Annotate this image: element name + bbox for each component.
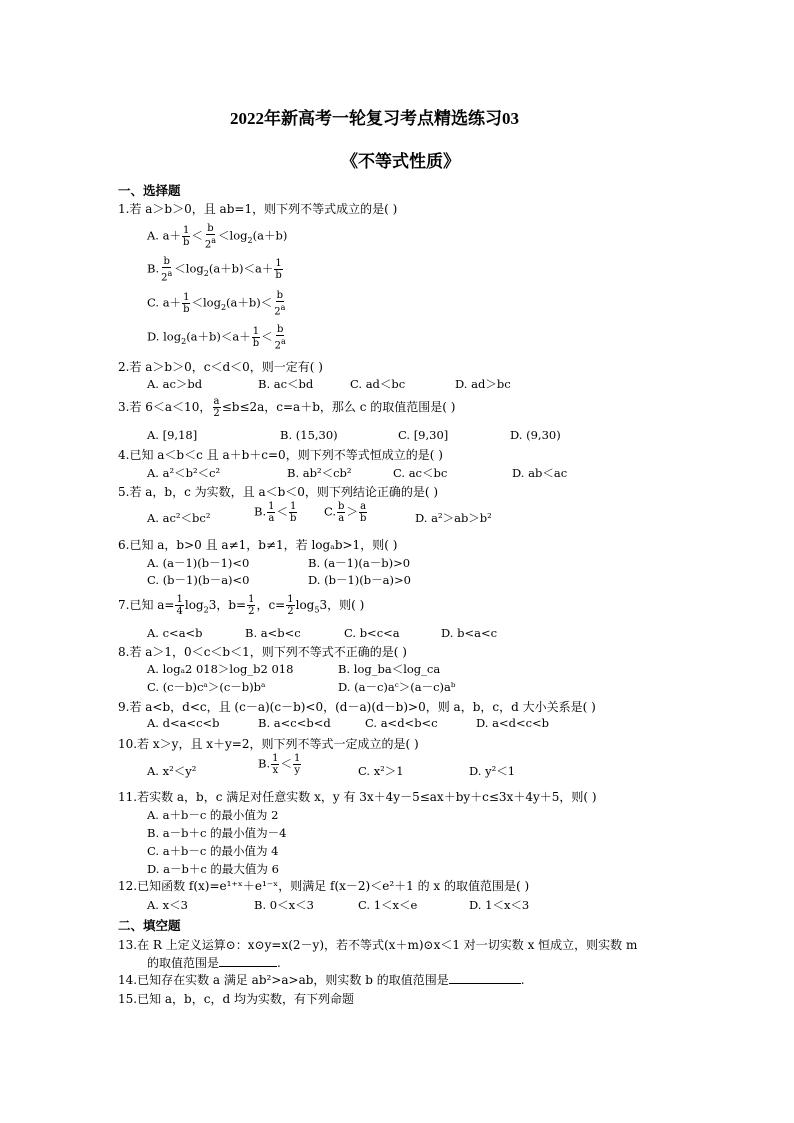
q5-option-c: C. $\frac{b}{a}$ ＞ $\frac{a}{b}$ (324, 501, 367, 524)
q3-option-b: B. (15,30) (280, 428, 338, 442)
q11-option-b: B. a－b＋c 的最小值为－4 (147, 826, 287, 840)
q5-option-d: D. a²＞ab＞b² (415, 511, 492, 525)
question-9: 9.若 a<b，d<c，且 (c－a)(c－b)<0，(d－a)(d－b)>0，则 a，b，c，d 大小关系是( ) (118, 700, 596, 714)
q6-option-c: C. (b－1)(b－a)<0 (147, 573, 250, 587)
q2-option-d: D. ad＞bc (455, 377, 511, 391)
q3-option-d: D. (9,30) (510, 428, 561, 442)
q2-option-a: A. ac＞bd (147, 377, 203, 391)
question-12: 12.已知函数 f(x)=e¹⁺ˣ＋e¹⁻ˣ，则满足 f(x－2)＜e²＋1 的 x 的取值范围是( ) (118, 879, 530, 893)
q9-option-b: B. a<c<b<d (258, 716, 331, 730)
q2-option-b: B. ac＜bd (258, 377, 314, 391)
question-6: 6.已知 a，b>0 且 a≠1，b≠1，若 logₐb>1，则( ) (118, 538, 398, 552)
q5-option-a: A. ac²＜bc² (147, 511, 211, 525)
q3-option-a: A. [9,18] (147, 428, 198, 442)
q1-option-a: A. a＋ $\frac{1}{b}$ ＜ $\frac{b}{2^a}$ $<\log_2(a+b)$ (147, 223, 288, 251)
q4-option-d: D. ab＜ac (512, 466, 568, 480)
question-13: 13.在 R 上定义运算⊙：x⊙y=x(2－y)，若不等式(x＋m)⊙x＜1 对一切实数 x 恒成立，则实数 m (118, 938, 638, 952)
q12-option-d: D. 1＜x＜3 (469, 898, 530, 912)
section-fill: 二、填空题 (118, 918, 181, 933)
q1-option-b: B. $\frac{b}{2^a}$ $<\log_2(a+b)<a+$ $\frac{1}{b}$ (147, 256, 282, 284)
q8-option-b: B. log_ba＜log_ca (338, 662, 441, 676)
question-13-line2 (147, 954, 281, 971)
q3-option-c: C. [9,30] (398, 428, 449, 442)
question-7: 7.已知 a= $\frac{1}{4}$ $\log_23$，b= $\frac{1}{2}$ ，c= $\frac{1}{2}$ $\log_53$，则( ) (118, 594, 365, 617)
page-title: 2022年新高考一轮复习考点精选练习03 (230, 109, 519, 128)
question-8: 8.若 a＞1，0＜c＜b＜1，则下列不等式不正确的是( ) (118, 645, 407, 659)
q1-option-c: C. a＋ $\frac{1}{b}$ $<\log_2(a+b)<$ $\frac{b}{2^a}$ (147, 290, 286, 318)
q6-option-b: B. (a－1)(a－b)>0 (308, 556, 411, 570)
q7-option-a: A. c<a<b (147, 626, 203, 640)
q10-option-a: A. x²＜y² (147, 764, 197, 778)
question-15: 15.已知 a，b，c，d 均为实数，有下列命题 (118, 992, 354, 1006)
q8-option-c: C. (c－b)cᵃ＞(c－b)bᵃ (147, 680, 266, 694)
q10-option-b: B. $\frac{1}{x}$ ＜ $\frac{1}{y}$ (258, 753, 301, 776)
question-4: 4.已知 a＜b＜c 且 a＋b＋c=0，则下列不等式恒成立的是( ) (118, 448, 443, 462)
q11-option-c: C. a＋b－c 的最小值为 4 (147, 844, 279, 858)
q7-option-d: D. b<a<c (441, 626, 498, 640)
section-choice: 一、选择题 (118, 183, 181, 198)
q11-option-d: D. a－b＋c 的最大值为 6 (147, 862, 279, 876)
q12-option-a: A. x＜3 (147, 898, 188, 912)
q4-option-b: B. ab²＜cb² (287, 466, 352, 480)
q8-option-a: A. logₐ2 018＞log_b2 018 (147, 662, 294, 676)
q1-option-d: D. $\log_2(a+b)<a+$ $\frac{1}{b}$ ＜ $\frac{b}{2^a}$ (147, 324, 286, 352)
q7-option-c: C. b<c<a (344, 626, 400, 640)
q2-option-c: C. ad＜bc (350, 377, 406, 391)
q9-option-a: A. d<a<c<b (147, 716, 220, 730)
q12-option-b: B. 0＜x＜3 (254, 898, 314, 912)
q12-option-c: C. 1＜x＜e (358, 898, 418, 912)
q10-option-c: C. x²＞1 (358, 764, 404, 778)
q10-option-d: D. y²＜1 (469, 764, 516, 778)
q7-option-b: B. a<b<c (245, 626, 301, 640)
page-subtitle: 《不等式性质》 (341, 152, 460, 171)
q6-option-d: D. (b－1)(b－a)>0 (308, 573, 411, 587)
question-14 (118, 971, 525, 988)
q5-option-b: B. $\frac{1}{a}$ ＜ $\frac{1}{b}$ (254, 501, 297, 524)
q4-option-c: C. ac＜bc (393, 466, 448, 480)
question-2: 2.若 a＞b＞0，c＜d＜0，则一定有( ) (118, 360, 323, 374)
question-3: 3.若 6＜a＜10， $\frac{a}{2}$ ≤b≤2a，c=a＋b，那么 c 的取值范围是( ) (118, 396, 456, 419)
q13-answer-blank[interactable] (219, 956, 277, 967)
question-11: 11.若实数 a，b，c 满足对任意实数 x，y 有 3x＋4y－5≤ax＋by＋c≤3x＋4y＋5，则( ) (118, 790, 597, 804)
question-10: 10.若 x＞y，且 x＋y=2，则下列不等式一定成立的是( ) (118, 737, 419, 751)
q13-text: 的取值范围是 (147, 956, 220, 970)
q13-end: . (277, 956, 281, 970)
q9-option-c: C. a<d<b<c (365, 716, 438, 730)
q14-end: . (520, 973, 525, 987)
q14-text: 14.已知存在实数 a 满足 ab²>a>ab，则实数 b 的取值范围是 (118, 973, 449, 987)
question-5: 5.若 a，b，c 为实数，且 a＜b＜0，则下列结论正确的是( ) (118, 485, 439, 499)
q9-option-d: D. a<d<c<b (476, 716, 550, 730)
q8-option-d: D. (a－c)aᶜ＞(a－c)aᵇ (338, 680, 456, 694)
question-1: 1.若 a＞b＞0，且 ab=1，则下列不等式成立的是( ) (118, 202, 398, 216)
q11-option-a: A. a＋b－c 的最小值为 2 (147, 808, 279, 822)
q4-option-a: A. a²＜b²＜c² (147, 466, 221, 480)
q6-option-a: A. (a－1)(b－1)<0 (147, 556, 250, 570)
q14-answer-blank[interactable] (449, 973, 521, 984)
